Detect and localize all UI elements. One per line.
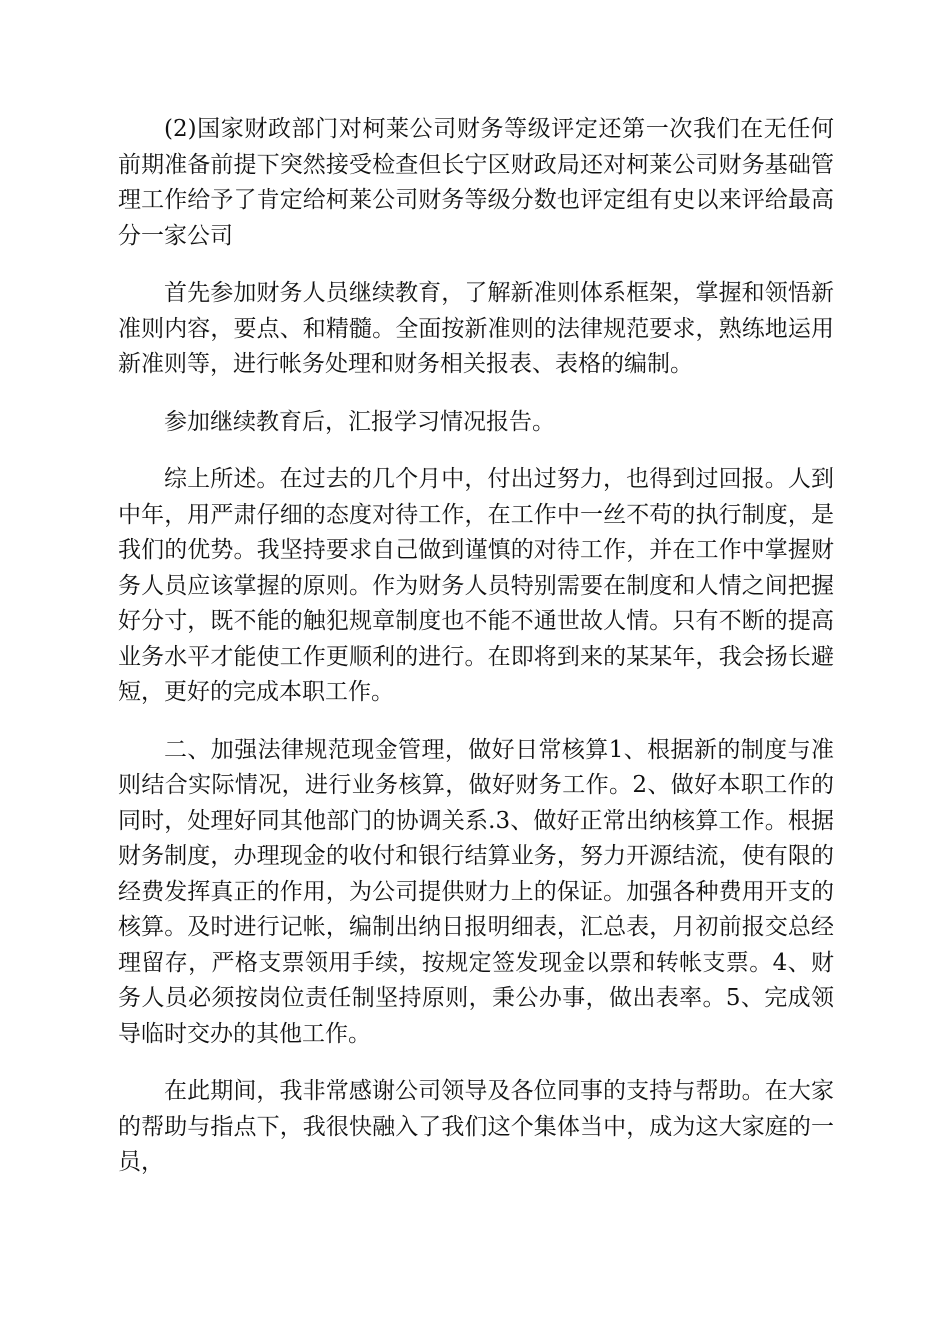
paragraph-summary: 综上所述。在过去的几个月中，付出过努力，也得到过回报。人到中年，用严肃仔细的态度对待工作，在工作中一丝不苟的执行制度，是我们的优势。我坚持要求自己做到谨慎的对待工作，并在工作中掌握财务人员应该掌握的原则。作为财务人员特别需要在制度和人情之间把握好分寸，既不能的触犯规章制度也不能不通世故人情。只有不断的提高业务水平才能使工作更顺利的进行。在即将到来的某某年，我会扬长避短，更好的完成本职工作。 — [118, 466, 834, 705]
paragraph-continuing-education: 首先参加财务人员继续教育，了解新准则体系框架，掌握和领悟新准则内容，要点、和精髓。全面按新准则的法律规范要求，熟练地运用新准则等，进行帐务处理和财务相关报表、表格的编制。 — [118, 280, 834, 377]
paragraph-cash-management: 二、加强法律规范现金管理，做好日常核算1、根据新的制度与准则结合实际情况，进行业务核算，做好财务工作。2、做好本职工作的同时，处理好同其他部门的协调关系.3、做好正常出纳核算工作。根据财务制度，办理现金的收付和银行结算业务，努力开源结流，使有限的经费发挥真正的作用，为公司提供财力上的保证。加强各种费用开支的核算。及时进行记帐，编制出纳日报明细表，汇总表，月初前报交总经理留存，严格支票领用手续，按规定签发现金以票和转帐支票。4、财务人员必须按岗位责任制坚持原则，秉公办事，做出表率。5、完成领导临时交办的其他工作。 — [118, 736, 834, 1047]
paragraph-gratitude: 在此期间，我非常感谢公司领导及各位同事的支持与帮助。在大家的帮助与指点下，我很快融入了我们这个集体当中，成为这大家庭的一员， — [118, 1078, 834, 1175]
document-body — [118, 112, 834, 1203]
paragraph-financial-rating: (2)国家财政部门对柯莱公司财务等级评定还第一次我们在无任何前期准备前提下突然接受检查但长宁区财政局还对柯莱公司财务基础管理工作给予了肯定给柯莱公司财务等级分数也评定组有史以来评给最高分一家公司 — [118, 116, 834, 249]
paragraph-study-report: 参加继续教育后，汇报学习情况报告。 — [164, 408, 555, 435]
